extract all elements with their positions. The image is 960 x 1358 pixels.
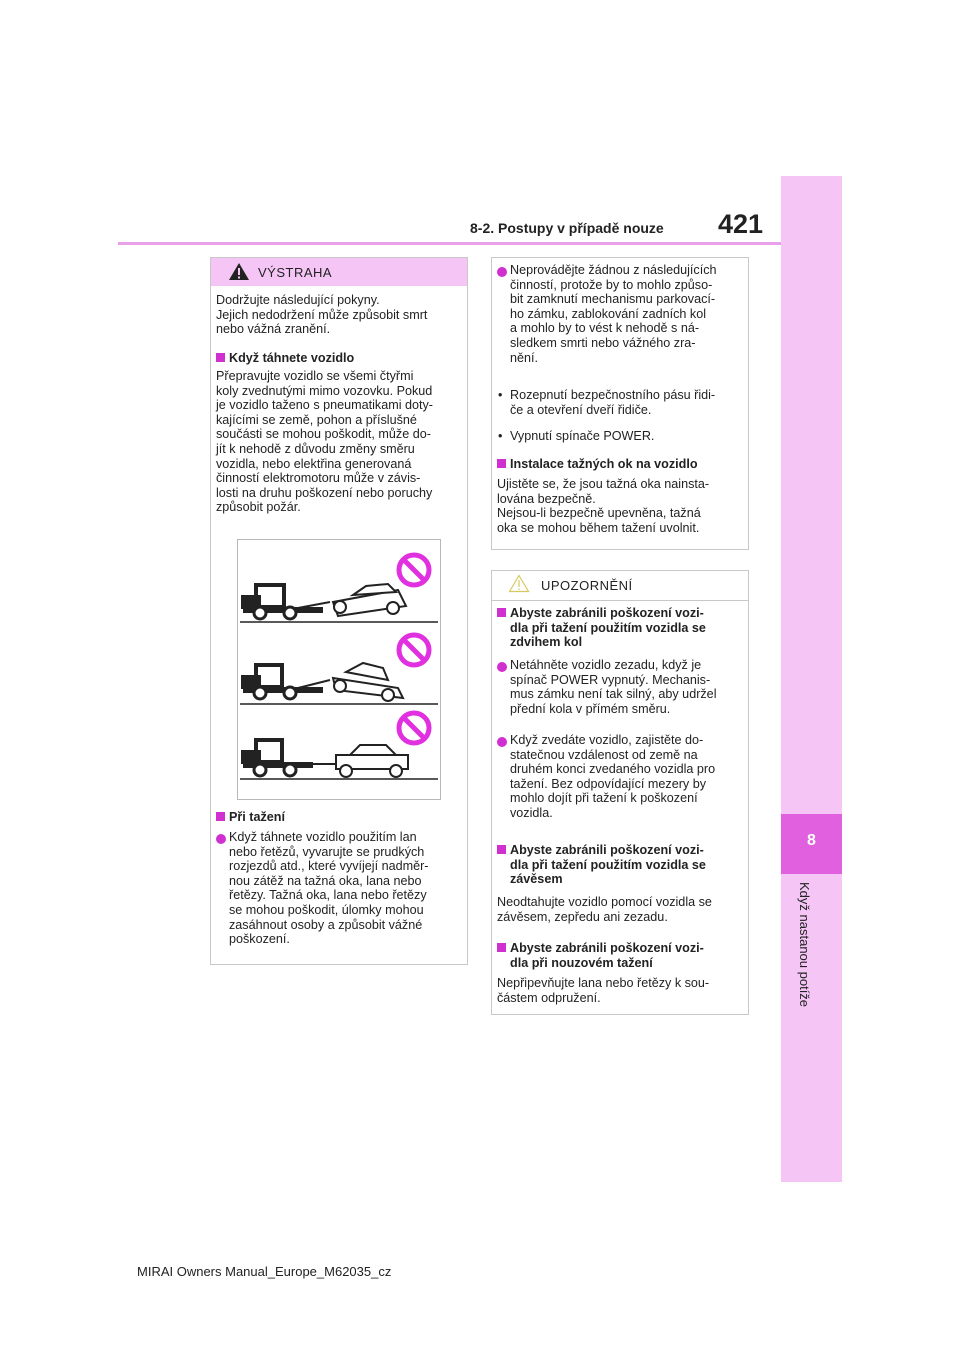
- page-number: 421: [718, 209, 764, 239]
- warning-during-towing-text: Když táhnete vozidlo použitím lan nebo řetězů, vyvarujte se prudkých rozjezdů atd., které vyvíjejí nadměr- nou zátěž na tažná oka, lana nebo řetězy. Tažná oka, lana nebo řetězy se mohou poškodit, úlomky mohou zasáhnout osoby a způsobit vážné poškození.: [229, 830, 429, 947]
- round-bullet-icon: [497, 267, 507, 277]
- round-bullet-icon: [497, 662, 507, 672]
- chapter-side-tab: [781, 176, 842, 1182]
- tow-truck-1: [241, 585, 330, 619]
- warning-heading-tow-eyelet: Instalace tažných ok na vozidlo: [497, 457, 698, 472]
- towed-car-1: [333, 584, 406, 616]
- tow-truck-2: [241, 665, 330, 699]
- towing-illustration: [237, 539, 441, 800]
- section-title: 8-2. Postupy v případě nouze: [470, 220, 664, 236]
- square-bullet-icon: [216, 812, 225, 821]
- towed-car-2: [333, 663, 403, 701]
- warning-towing-text: Přepravujte vozidlo se všemi čtyřmi koly zvednutými mimo vozovku. Pokud je vozidlo taženo s pneumatikami doty- kajícími se země, pohon a příslušné součásti se mohou poškodit, může do- jít k nehodě z důvodu změny směru vozidla, nebo elektřina generovaná činností elektromotoru může v závis- losti na druhu poškození nebo poruchy způsobit požár.: [216, 369, 434, 515]
- sub-bullet-marker: •: [498, 429, 503, 443]
- towed-car-3: [336, 745, 408, 777]
- chapter-number: 8: [807, 832, 816, 849]
- square-bullet-icon: [216, 353, 225, 362]
- caution-triangle-icon: [508, 574, 530, 593]
- warning-title: VÝSTRAHA: [258, 265, 333, 280]
- warning-seatbelt-item: Rozepnutí bezpečnostního pásu řidi- če a otevření dveří řidiče.: [510, 388, 716, 417]
- warning-intro: Dodržujte následující pokyny. Jejich nedodržení může způsobit smrt nebo vážná zranění.: [216, 293, 428, 337]
- warning-heading-towing: Když táhnete vozidlo: [216, 351, 354, 366]
- prohibited-icon: [399, 555, 429, 585]
- footer-document-id: MIRAI Owners Manual_Europe_M62035_cz: [137, 1264, 392, 1279]
- prohibited-icon: [399, 713, 429, 743]
- square-bullet-icon: [497, 943, 506, 952]
- warning-triangle-icon: [228, 262, 250, 281]
- warning-power-item: Vypnutí spínače POWER.: [510, 429, 655, 443]
- square-bullet-icon: [497, 608, 506, 617]
- square-bullet-icon: [497, 459, 506, 468]
- header-divider: [118, 242, 781, 245]
- chapter-title: Když nastanou potíže: [797, 882, 812, 1008]
- notice-title: UPOZORNĚNÍ: [541, 578, 633, 593]
- notice-heading-sling: Abyste zabránili poškození vozi- dla při tažení použitím vozidla se závěsem: [497, 843, 747, 887]
- notice-heading-wheel-lift: Abyste zabránili poškození vozi- dla při tažení použitím vozidla se zdvihem kol: [497, 606, 747, 650]
- warning-parking-lock-text: Neprovádějte žádnou z následujících činností, protože by to mohlo způso- bit zamknutí mechanismu parkovací- ho zámku, zablokování zadních kol a mohlo by to vést k nehodě s ná- sledkem smrti nebo vážného zra- nění.: [510, 263, 717, 365]
- warning-tow-eyelet-text: Ujistěte se, že jsou tažná oka nainsta- lována bezpečně. Nejsou-li bezpečně upevněna, tažná oka se mohou během tažení uvolnit.: [497, 477, 710, 535]
- notice-lifting-text: Když zvedáte vozidlo, zajistěte do- statečnou vzdálenost od země na druhém konci zvedaného vozidla pro tažení. Bez odpovídající mezery by mohlo dojít při tažení k poškození vozidla.: [510, 733, 716, 820]
- notice-sling-text: Neodtahujte vozidlo pomocí vozidla se závěsem, zepředu ani zezadu.: [497, 895, 712, 924]
- notice-heading-emergency: Abyste zabránili poškození vozi- dla při nouzovém tažení: [497, 941, 747, 970]
- round-bullet-icon: [216, 834, 226, 844]
- notice-emergency-text: Nepřipevňujte lana nebo řetězy k sou- částem odpružení.: [497, 976, 710, 1005]
- notice-rear-towing-text: Netáhněte vozidlo zezadu, když je spínač POWER vypnutý. Mechanis- mus zámku není tak silný, aby udržel přední kola v přímém směru.: [510, 658, 717, 716]
- sub-bullet-marker: •: [498, 388, 503, 402]
- warning-heading-during-towing: Při tažení: [216, 810, 285, 825]
- notice-header-divider: [492, 600, 748, 601]
- tow-truck-3: [241, 740, 336, 776]
- prohibited-icon: [399, 635, 429, 665]
- round-bullet-icon: [497, 737, 507, 747]
- square-bullet-icon: [497, 845, 506, 854]
